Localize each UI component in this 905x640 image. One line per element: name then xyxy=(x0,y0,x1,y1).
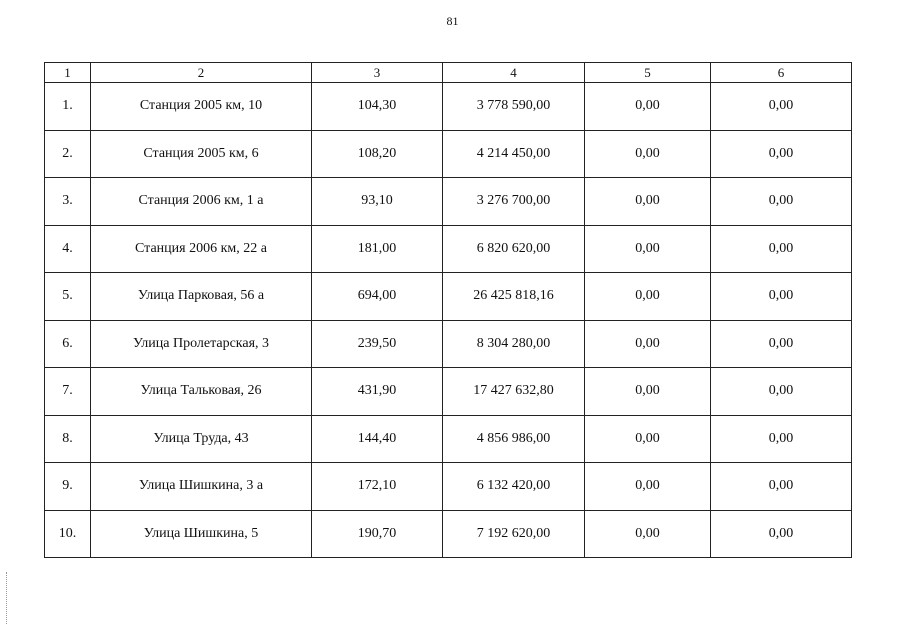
value-cell: 0,00 xyxy=(711,320,852,368)
value-cell: 431,90 xyxy=(312,368,443,416)
value-cell: 104,30 xyxy=(312,83,443,131)
value-cell: 0,00 xyxy=(711,130,852,178)
address-cell: Станция 2005 км, 6 xyxy=(91,130,312,178)
row-number: 3. xyxy=(45,178,91,226)
page-number: 81 xyxy=(446,14,459,28)
value-cell: 0,00 xyxy=(585,320,711,368)
margin-dotted-line xyxy=(6,572,7,624)
table-row xyxy=(45,463,852,511)
value-cell: 0,00 xyxy=(585,130,711,178)
table-row xyxy=(45,83,852,131)
value-cell: 93,10 xyxy=(312,178,443,226)
table-row xyxy=(45,320,852,368)
value-cell: 6 132 420,00 xyxy=(443,463,585,511)
value-cell: 4 214 450,00 xyxy=(443,130,585,178)
address-cell: Станция 2006 км, 22 а xyxy=(91,225,312,273)
table-row xyxy=(45,178,852,226)
value-cell: 26 425 818,16 xyxy=(443,273,585,321)
table-row xyxy=(45,368,852,416)
value-cell: 172,10 xyxy=(312,463,443,511)
address-cell: Станция 2005 км, 10 xyxy=(91,83,312,131)
value-cell: 190,70 xyxy=(312,510,443,558)
value-cell: 7 192 620,00 xyxy=(443,510,585,558)
row-number: 5. xyxy=(45,273,91,321)
table-row xyxy=(45,273,852,321)
value-cell: 694,00 xyxy=(312,273,443,321)
value-cell: 0,00 xyxy=(585,415,711,463)
row-number: 2. xyxy=(45,130,91,178)
row-number: 4. xyxy=(45,225,91,273)
table-row xyxy=(45,510,852,558)
address-cell: Улица Парковая, 56 а xyxy=(91,273,312,321)
table-row xyxy=(45,225,852,273)
value-cell: 0,00 xyxy=(585,83,711,131)
value-cell: 0,00 xyxy=(711,83,852,131)
value-cell: 0,00 xyxy=(585,368,711,416)
value-cell: 3 276 700,00 xyxy=(443,178,585,226)
value-cell: 0,00 xyxy=(711,510,852,558)
column-header: 2 xyxy=(91,63,312,83)
value-cell: 0,00 xyxy=(585,510,711,558)
table-row xyxy=(45,415,852,463)
row-number: 1. xyxy=(45,83,91,131)
column-header: 5 xyxy=(585,63,711,83)
value-cell: 4 856 986,00 xyxy=(443,415,585,463)
column-header: 6 xyxy=(711,63,852,83)
column-header: 1 xyxy=(45,63,91,83)
value-cell: 181,00 xyxy=(312,225,443,273)
value-cell: 239,50 xyxy=(312,320,443,368)
address-cell: Улица Пролетарская, 3 xyxy=(91,320,312,368)
column-header: 4 xyxy=(443,63,585,83)
value-cell: 0,00 xyxy=(585,463,711,511)
address-cell: Улица Тальковая, 26 xyxy=(91,368,312,416)
value-cell: 108,20 xyxy=(312,130,443,178)
value-cell: 0,00 xyxy=(585,178,711,226)
row-number: 9. xyxy=(45,463,91,511)
value-cell: 17 427 632,80 xyxy=(443,368,585,416)
value-cell: 6 820 620,00 xyxy=(443,225,585,273)
value-cell: 0,00 xyxy=(711,463,852,511)
value-cell: 0,00 xyxy=(585,273,711,321)
address-cell: Улица Труда, 43 xyxy=(91,415,312,463)
value-cell: 0,00 xyxy=(711,178,852,226)
header-row xyxy=(45,63,852,83)
row-number: 7. xyxy=(45,368,91,416)
row-number: 8. xyxy=(45,415,91,463)
value-cell: 0,00 xyxy=(711,368,852,416)
table-row xyxy=(45,130,852,178)
value-cell: 3 778 590,00 xyxy=(443,83,585,131)
column-header: 3 xyxy=(312,63,443,83)
row-number: 10. xyxy=(45,510,91,558)
value-cell: 0,00 xyxy=(711,415,852,463)
value-cell: 8 304 280,00 xyxy=(443,320,585,368)
value-cell: 144,40 xyxy=(312,415,443,463)
value-cell: 0,00 xyxy=(585,225,711,273)
row-number: 6. xyxy=(45,320,91,368)
address-cell: Улица Шишкина, 5 xyxy=(91,510,312,558)
value-cell: 0,00 xyxy=(711,273,852,321)
data-table xyxy=(44,62,852,558)
address-cell: Улица Шишкина, 3 а xyxy=(91,463,312,511)
value-cell: 0,00 xyxy=(711,225,852,273)
address-cell: Станция 2006 км, 1 а xyxy=(91,178,312,226)
